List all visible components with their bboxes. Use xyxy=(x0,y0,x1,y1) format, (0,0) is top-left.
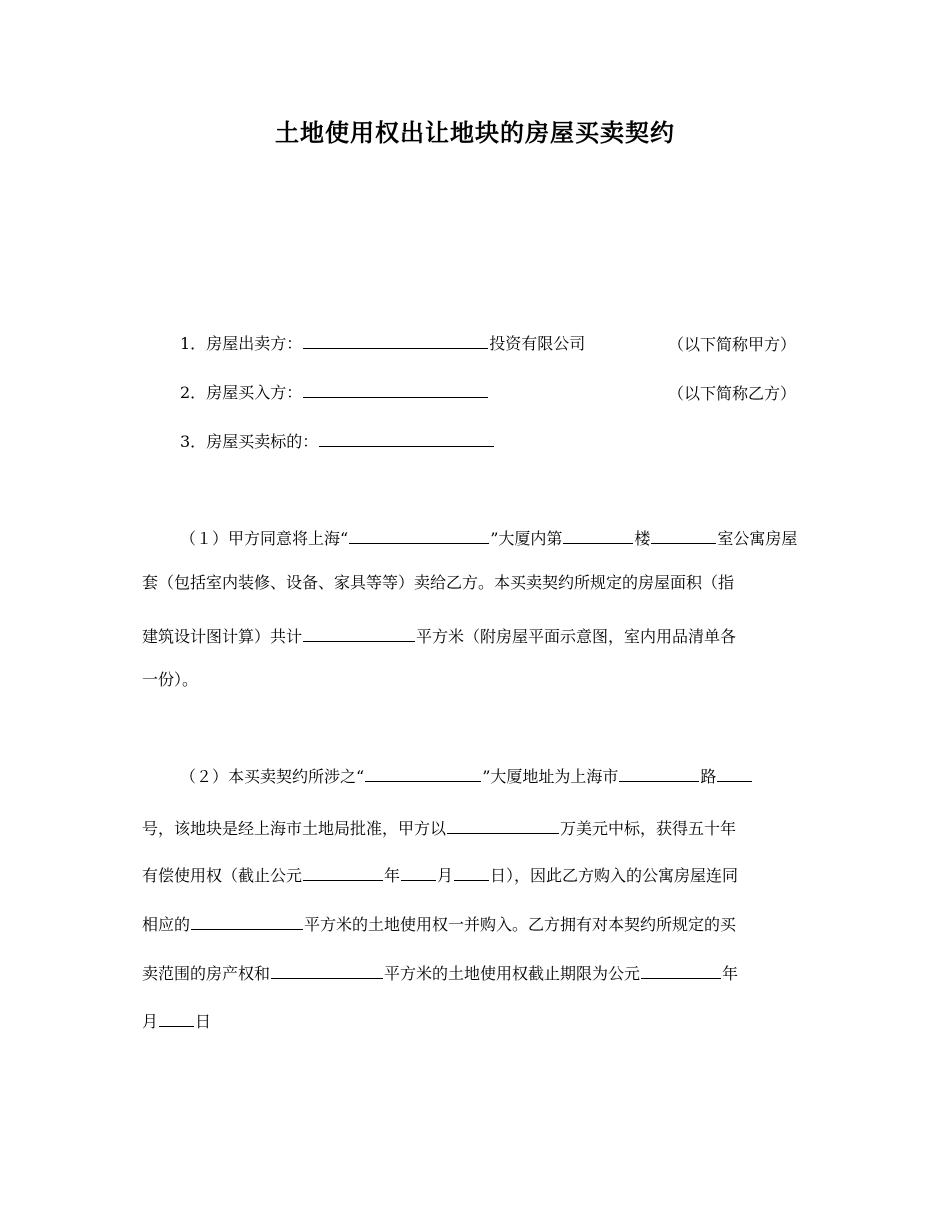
clause2-text: （２）本买卖契约所涉之“ xyxy=(180,767,365,786)
clause1-text: 建筑设计图计算）共计 xyxy=(142,627,303,646)
clause1-text: （１）甲方同意将上海“ xyxy=(180,529,349,548)
room-blank[interactable] xyxy=(651,527,716,544)
clause2-line2 xyxy=(142,817,822,839)
building-name-blank-2[interactable] xyxy=(365,765,481,782)
clause2-text: 路 xyxy=(700,767,717,786)
clause2-line5 xyxy=(142,962,822,984)
clause1-text: ”大厦内第 xyxy=(490,529,563,548)
clause2-text: 平方米的土地使用权一并购入。乙方拥有对本契约所规定的买 xyxy=(304,915,737,934)
clause1-line1 xyxy=(180,527,820,549)
buyer-note: （以下简称乙方） xyxy=(668,384,797,403)
clause2-text: 月 xyxy=(437,866,454,885)
number-blank[interactable] xyxy=(717,765,752,782)
bid-amount-blank[interactable] xyxy=(447,817,559,834)
floor-blank[interactable] xyxy=(563,527,633,544)
clause2-text: 年 xyxy=(384,866,401,885)
document-title: 土地使用权出让地块的房屋买卖契约 xyxy=(275,119,675,147)
buyer-name-blank[interactable] xyxy=(303,381,488,398)
clause2-text: 有偿使用权（截止公元 xyxy=(142,866,303,885)
clause2-text: ”大厦地址为上海市 xyxy=(482,767,619,786)
clause2-text: 号，该地块是经上海市土地局批准，甲方以 xyxy=(142,819,447,838)
building-name-blank[interactable] xyxy=(349,527,489,544)
buyer-label: 房屋买入方： xyxy=(206,383,303,402)
clause2-text: 相应的 xyxy=(142,915,191,934)
clause1-line4 xyxy=(142,670,822,690)
expiry-year-blank[interactable] xyxy=(641,962,721,979)
clause1-text: 套（包括室内装修、设备、家具等等）卖给乙方。本买卖契约所规定的房屋面积（指 xyxy=(142,573,735,592)
seller-number: 1． xyxy=(180,334,207,353)
subject-blank[interactable] xyxy=(319,430,494,447)
clause1-text: 楼 xyxy=(634,529,651,548)
clause1-line3 xyxy=(142,625,822,647)
clause2-text: 月 xyxy=(142,1012,159,1031)
clause2-line1 xyxy=(180,765,820,787)
buyer-number: 2． xyxy=(180,383,207,402)
clause1-text: 室公寓房屋 xyxy=(717,529,798,548)
subject-number: 3． xyxy=(180,432,207,451)
clause2-text: 年 xyxy=(722,964,739,983)
clause2-line6 xyxy=(142,1010,822,1032)
area-blank[interactable] xyxy=(303,625,415,642)
clause1-line2 xyxy=(142,573,822,593)
year-blank[interactable] xyxy=(303,864,383,881)
seller-note: （以下简称甲方） xyxy=(668,335,797,354)
clause2-text: 万美元中标，获得五十年 xyxy=(560,819,737,838)
land-area-blank-2[interactable] xyxy=(271,962,383,979)
seller-label: 房屋出卖方： xyxy=(206,334,303,353)
expiry-month-blank[interactable] xyxy=(159,1010,194,1027)
clause2-text: 卖范围的房产权和 xyxy=(142,964,271,983)
land-area-blank[interactable] xyxy=(191,913,303,930)
clause1-text: 平方米（附房屋平面示意图，室内用品清单各 xyxy=(416,627,737,646)
seller-name-blank[interactable] xyxy=(303,332,488,349)
day-blank[interactable] xyxy=(454,864,489,881)
road-blank[interactable] xyxy=(619,765,699,782)
subject-line xyxy=(180,430,860,452)
month-blank[interactable] xyxy=(401,864,436,881)
seller-suffix: 投资有限公司 xyxy=(489,334,586,353)
clause2-text: 日 xyxy=(195,1012,212,1031)
clause2-text: 平方米的土地使用权截止期限为公元 xyxy=(384,964,641,983)
clause1-text: 一份）。 xyxy=(142,670,199,689)
clause2-line4 xyxy=(142,913,822,935)
clause2-line3 xyxy=(142,864,822,886)
clause2-text: 日），因此乙方购入的公寓房屋连同 xyxy=(490,866,739,885)
subject-label: 房屋买卖标的： xyxy=(206,432,319,451)
